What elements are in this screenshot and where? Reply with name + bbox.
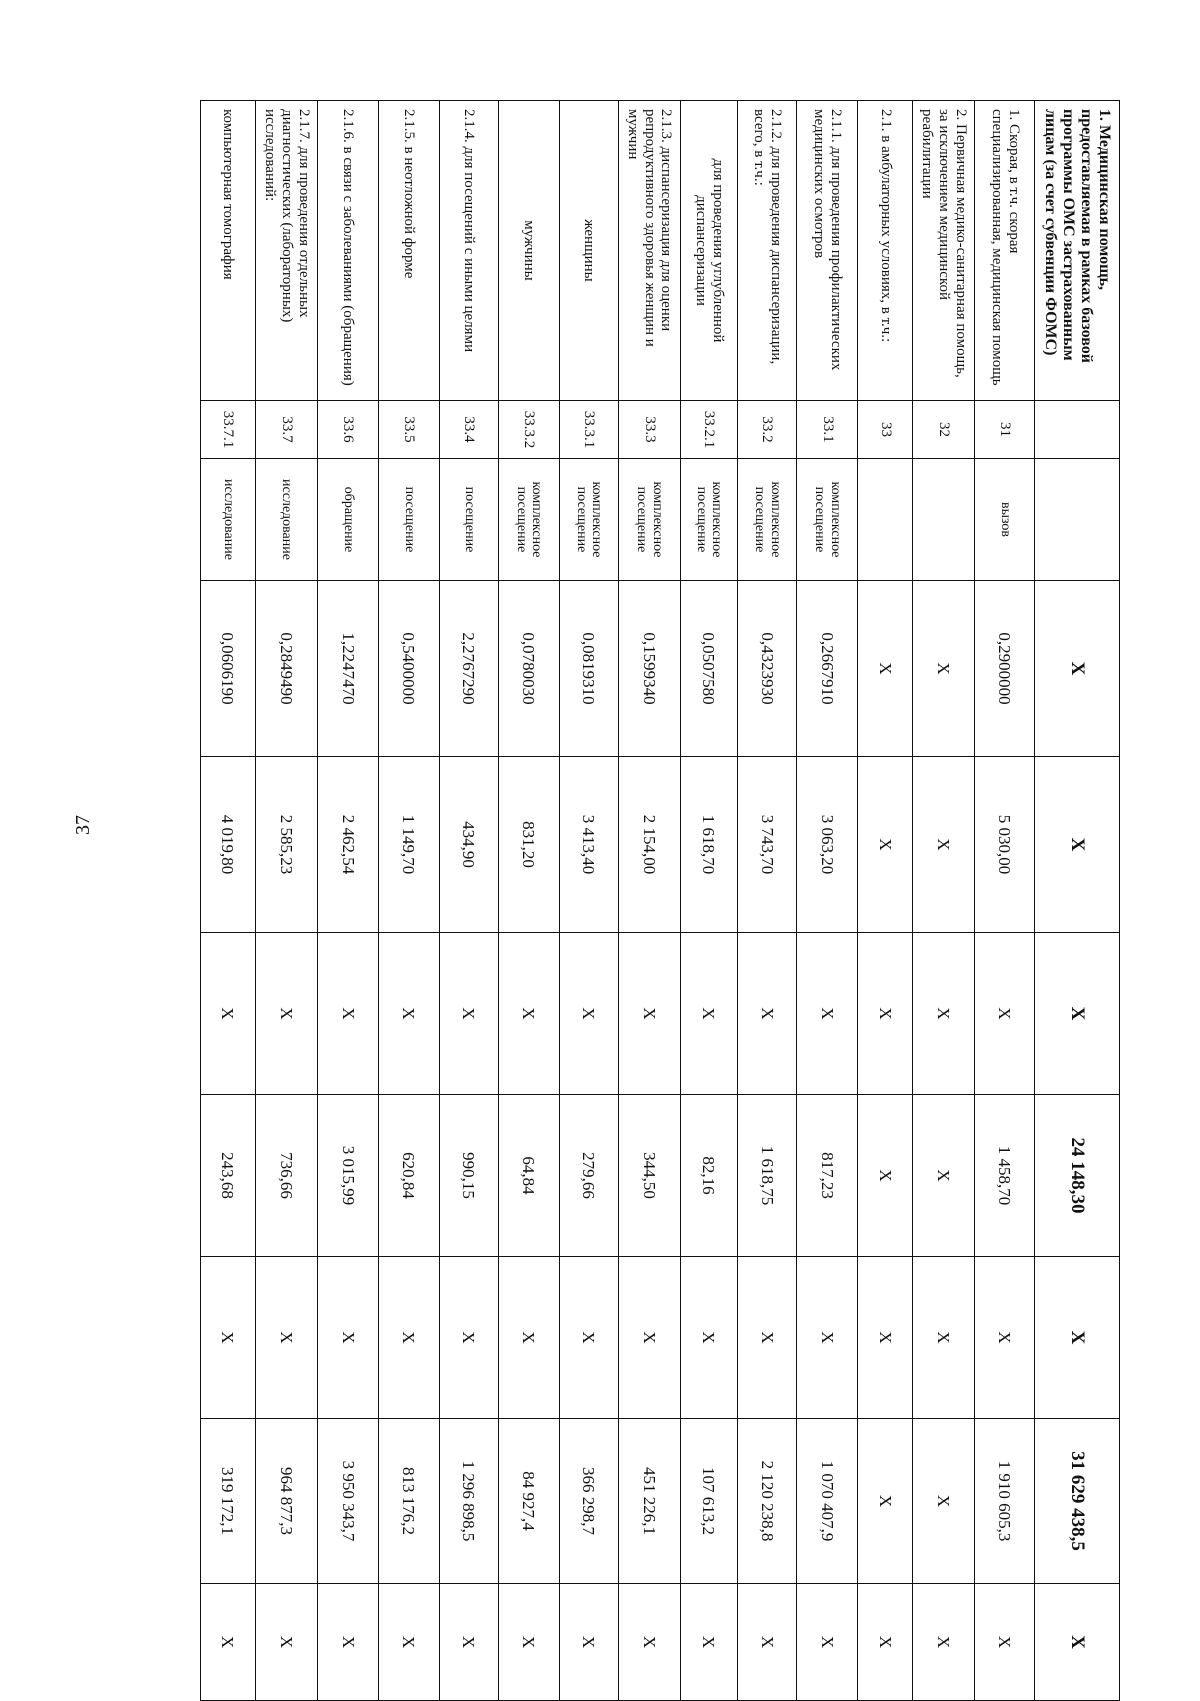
row-v2: 3 743,70 [737, 757, 797, 933]
row-v1: 0,0606190 [201, 581, 256, 757]
row-code: 33.2.1 [680, 401, 737, 459]
row-v6: 1 070 407,9 [797, 1419, 858, 1584]
row-v5: X [498, 1257, 559, 1419]
row-v4: 64,84 [498, 1095, 559, 1257]
row-v6: 2 120 238,8 [737, 1419, 797, 1584]
row-v5: X [559, 1257, 618, 1419]
row-v3: X [913, 933, 975, 1095]
row-v7: X [975, 1584, 1035, 1701]
row-v2: 4 019,80 [201, 757, 256, 933]
header-v3: X [1035, 933, 1120, 1095]
row-v2: 2 462,54 [318, 757, 379, 933]
row-v5: X [201, 1257, 256, 1419]
header-title: 1. Медицинская помощь, предоставляемая в рамках базовой программы ОМС застрахованным лицам (за счет субвенции ФОМС) [1035, 101, 1120, 401]
row-description: для проведения углубленной диспансеризации [680, 101, 737, 401]
row-v4: 82,16 [680, 1095, 737, 1257]
table-row [858, 101, 913, 1701]
row-v6: 451 226,1 [618, 1419, 680, 1584]
row-v4: 990,15 [439, 1095, 498, 1257]
table-row [439, 101, 498, 1701]
row-v7: X [618, 1584, 680, 1701]
row-description: женщины [559, 101, 618, 401]
row-v4: 817,23 [797, 1095, 858, 1257]
row-v5: X [439, 1257, 498, 1419]
row-v3: X [255, 933, 317, 1095]
row-v5: X [858, 1257, 913, 1419]
row-description: 2.1.2. для проведения диспансеризации, всего, в т.ч.: [737, 101, 797, 401]
row-v1: 0,1599340 [618, 581, 680, 757]
row-v6: 84 927,4 [498, 1419, 559, 1584]
row-v4: 344,50 [618, 1095, 680, 1257]
row-v1: 1,2247470 [318, 581, 379, 757]
row-v7: X [737, 1584, 797, 1701]
row-v6: X [913, 1419, 975, 1584]
row-v1: X [913, 581, 975, 757]
row-code: 33.6 [318, 401, 379, 459]
table-row [498, 101, 559, 1701]
row-v5: X [797, 1257, 858, 1419]
page-number: 37 [72, 815, 94, 835]
row-unit: комплексное посещение [559, 459, 618, 581]
header-v4: 24 148,30 [1035, 1095, 1120, 1257]
row-v5: X [913, 1257, 975, 1419]
row-code: 33.5 [379, 401, 440, 459]
row-unit: посещение [439, 459, 498, 581]
row-unit [858, 459, 913, 581]
header-v7: X [1035, 1584, 1120, 1701]
row-unit: вызов [975, 459, 1035, 581]
row-v3: X [858, 933, 913, 1095]
row-v2: 3 063,20 [797, 757, 858, 933]
row-v1: 0,0780030 [498, 581, 559, 757]
row-v3: X [797, 933, 858, 1095]
row-v6: 107 613,2 [680, 1419, 737, 1584]
row-description: 2. Первичная медико-санитарная помощь, за исключением медицинской реабилитации [913, 101, 975, 401]
row-description: 2.1.1. для проведения профилактических медицинских осмотров [797, 101, 858, 401]
row-v6: 3 950 343,7 [318, 1419, 379, 1584]
row-v2: 1 618,70 [680, 757, 737, 933]
row-v1: 0,0507580 [680, 581, 737, 757]
row-v6: 1 296 898,5 [439, 1419, 498, 1584]
table-row [255, 101, 317, 1701]
row-v2: 434,90 [439, 757, 498, 933]
row-v4: 279,66 [559, 1095, 618, 1257]
row-v1: 0,5400000 [379, 581, 440, 757]
row-description: 2.1.7. для проведения отдельных диагностических (лабораторных) исследований: [255, 101, 317, 401]
row-v7: X [318, 1584, 379, 1701]
row-description: 2.1.6. в связи с заболеваниями (обращения) [318, 101, 379, 401]
row-unit: комплексное посещение [797, 459, 858, 581]
row-v7: X [797, 1584, 858, 1701]
row-v4: 243,68 [201, 1095, 256, 1257]
row-v6: 813 176,2 [379, 1419, 440, 1584]
table-header-row [1035, 101, 1120, 1701]
table-body [201, 101, 1120, 1701]
row-unit: исследование [255, 459, 317, 581]
row-description: 2.1.3. диспансеризация для оценки репродуктивного здоровья женщин и мужчин [618, 101, 680, 401]
row-v5: X [255, 1257, 317, 1419]
row-v1: 2,2767290 [439, 581, 498, 757]
row-code: 33.3.1 [559, 401, 618, 459]
row-code: 33.2 [737, 401, 797, 459]
header-v6: 31 629 438,5 [1035, 1419, 1120, 1584]
row-v4: 3 015,99 [318, 1095, 379, 1257]
header-v2: X [1035, 757, 1120, 933]
row-v6: X [858, 1419, 913, 1584]
row-v5: X [737, 1257, 797, 1419]
row-v4: 1 618,75 [737, 1095, 797, 1257]
row-code: 33.7 [255, 401, 317, 459]
row-v2: 5 030,00 [975, 757, 1035, 933]
row-v3: X [559, 933, 618, 1095]
row-v7: X [498, 1584, 559, 1701]
table-row [797, 101, 858, 1701]
row-unit: комплексное посещение [618, 459, 680, 581]
row-unit: обращение [318, 459, 379, 581]
row-v3: X [201, 933, 256, 1095]
row-v5: X [318, 1257, 379, 1419]
header-v1: X [1035, 581, 1120, 757]
row-v3: X [680, 933, 737, 1095]
row-v3: X [379, 933, 440, 1095]
row-v4: 736,66 [255, 1095, 317, 1257]
table-row [975, 101, 1035, 1701]
table-row [201, 101, 256, 1701]
row-v7: X [913, 1584, 975, 1701]
row-v2: X [913, 757, 975, 933]
row-v3: X [318, 933, 379, 1095]
row-code: 33.1 [797, 401, 858, 459]
table-row [559, 101, 618, 1701]
row-v2: 3 413,40 [559, 757, 618, 933]
row-v2: 2 585,23 [255, 757, 317, 933]
row-v6: 1 910 605,3 [975, 1419, 1035, 1584]
row-code: 33.3 [618, 401, 680, 459]
row-v7: X [201, 1584, 256, 1701]
row-v5: X [379, 1257, 440, 1419]
row-unit: комплексное посещение [680, 459, 737, 581]
row-v5: X [618, 1257, 680, 1419]
row-unit: комплексное посещение [737, 459, 797, 581]
row-v1: X [858, 581, 913, 757]
row-code: 33.7.1 [201, 401, 256, 459]
row-v1: 0,2849490 [255, 581, 317, 757]
row-v1: 0,2900000 [975, 581, 1035, 757]
row-v1: 0,4323930 [737, 581, 797, 757]
row-v5: X [975, 1257, 1035, 1419]
row-unit [913, 459, 975, 581]
table-row [318, 101, 379, 1701]
row-code: 31 [975, 401, 1035, 459]
header-unit [1035, 459, 1120, 581]
row-v4: 1 458,70 [975, 1095, 1035, 1257]
table-row [737, 101, 797, 1701]
header-code [1035, 401, 1120, 459]
row-v2: X [858, 757, 913, 933]
row-v2: 2 154,00 [618, 757, 680, 933]
table-row [913, 101, 975, 1701]
header-v5: X [1035, 1257, 1120, 1419]
row-description: 2.1.5. в неотложной форме [379, 101, 440, 401]
row-v3: X [618, 933, 680, 1095]
row-v7: X [255, 1584, 317, 1701]
rotated-page [200, 100, 1120, 1700]
row-v7: X [559, 1584, 618, 1701]
table-row [379, 101, 440, 1701]
row-v2: 1 149,70 [379, 757, 440, 933]
row-v1: 0,2667910 [797, 581, 858, 757]
row-description: 2.1. в амбулаторных условиях, в т.ч.: [858, 101, 913, 401]
row-v3: X [498, 933, 559, 1095]
row-description: компьютерная томография [201, 101, 256, 401]
row-v4: 620,84 [379, 1095, 440, 1257]
row-v6: 964 877,3 [255, 1419, 317, 1584]
row-v3: X [439, 933, 498, 1095]
row-code: 32 [913, 401, 975, 459]
row-code: 33 [858, 401, 913, 459]
row-v4: X [858, 1095, 913, 1257]
row-v3: X [737, 933, 797, 1095]
row-v2: 831,20 [498, 757, 559, 933]
row-description: 1. Скорая, в т.ч. скорая специализированная, медицинская помощь [975, 101, 1035, 401]
row-v7: X [439, 1584, 498, 1701]
row-unit: посещение [379, 459, 440, 581]
row-v7: X [379, 1584, 440, 1701]
row-v5: X [680, 1257, 737, 1419]
table-row [618, 101, 680, 1701]
row-unit: исследование [201, 459, 256, 581]
row-description: мужчины [498, 101, 559, 401]
row-code: 33.3.2 [498, 401, 559, 459]
row-unit: комплексное посещение [498, 459, 559, 581]
row-v1: 0,0819310 [559, 581, 618, 757]
row-v7: X [680, 1584, 737, 1701]
row-v3: X [975, 933, 1035, 1095]
row-v4: X [913, 1095, 975, 1257]
medical-care-table [200, 100, 1120, 1701]
row-v7: X [858, 1584, 913, 1701]
row-description: 2.1.4. для посещений с иными целями [439, 101, 498, 401]
row-code: 33.4 [439, 401, 498, 459]
row-v6: 319 172,1 [201, 1419, 256, 1584]
table-row [680, 101, 737, 1701]
row-v6: 366 298,7 [559, 1419, 618, 1584]
